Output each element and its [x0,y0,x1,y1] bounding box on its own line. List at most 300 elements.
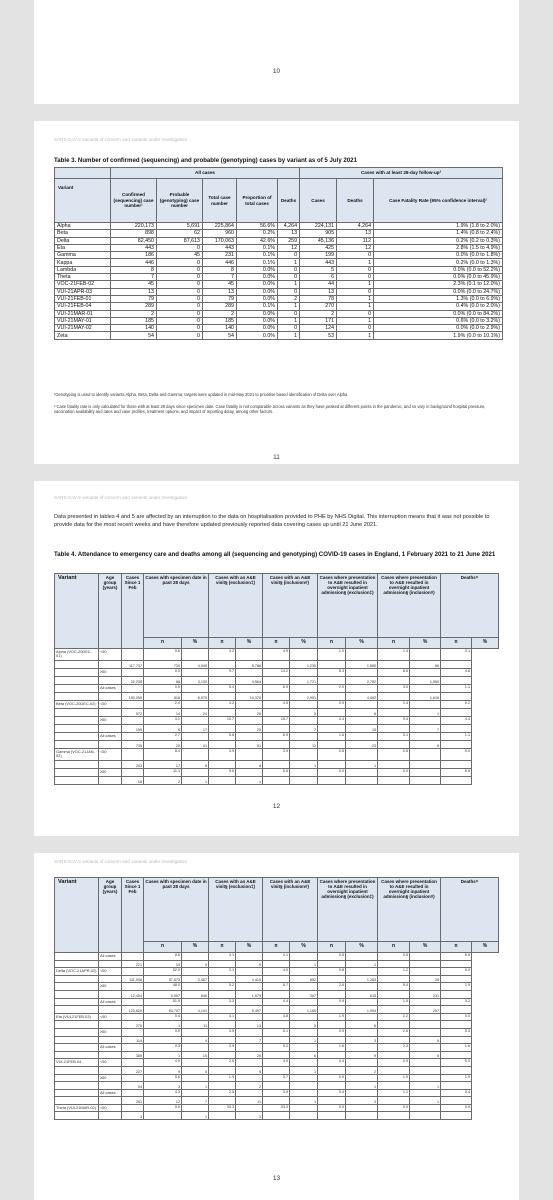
table-cell: 1 [337,317,374,324]
table-cell: 0 [278,288,300,295]
table-cell [144,1006,182,1014]
cell-value: 1,165 [306,1008,317,1013]
table-cell: 0.1% [237,303,278,310]
table-cell: 0 [157,288,203,295]
table-cell [182,708,209,716]
variant-name-cell [55,708,99,716]
table-cell: 2 [203,310,237,317]
table-row [55,1082,499,1090]
table-cell: 185 [203,317,237,324]
table-cell [236,968,263,976]
variant-name-cell: Lambda [55,266,111,273]
cell-value: 1,230 [306,663,317,668]
table-cell [144,724,182,732]
table-cell [263,676,290,684]
table-cell [236,1089,263,1097]
column-header: Total case number [203,179,237,223]
table-cell: 0 [278,274,300,281]
table-cell [236,960,263,968]
table-row [55,975,499,983]
table-cell [290,1044,318,1052]
table-cell [209,740,236,748]
age-group-cell [99,1066,122,1074]
table-cell [209,1074,236,1082]
variant-name-cell [55,1097,99,1105]
cell-value: 0.0 [464,968,471,973]
table-cell [209,716,236,724]
table-cell [236,1104,263,1112]
subheader-percent: % [410,942,441,953]
table-cell [318,953,346,961]
table-cell [290,716,318,724]
table-cell [318,1104,346,1112]
cell-value: 14 [175,711,180,716]
table-cell: 0 [337,252,374,259]
table-cell [378,1036,410,1044]
table-cell [236,1066,263,1074]
table-row [55,660,499,668]
table-cell [378,1112,410,1120]
variant-name-cell: Alpha [55,223,111,230]
table-cell [236,1074,263,1082]
table-cell [410,684,441,692]
table-cell [346,953,378,961]
table-cell [318,1044,346,1052]
table-cell [346,1104,378,1112]
table-cell [236,990,263,998]
variant-name-cell [55,1028,99,1036]
table-cell [144,716,182,724]
cell-value: 51 [256,743,262,748]
table-cell [290,708,318,716]
table-cell [144,1066,182,1074]
column-header: Deaths [337,179,374,223]
cell-value: 3 [177,1084,180,1089]
table-cell [318,716,346,724]
cell-value: 8.7 [282,983,289,988]
subheader-n: n [441,942,472,953]
variant-name-cell: VUI-21MAY-02 [55,325,111,332]
table-cell [182,1082,209,1090]
table-4 [54,573,499,785]
table-cell: 0 [337,310,374,317]
cell-value: 5 [177,727,180,732]
table-cell: 0.4% (0.0 to 2.0%) [374,303,503,310]
cell-value: 0.3 [174,1044,180,1049]
table-cell [236,684,263,692]
table-cell [290,692,318,700]
table-cell [290,953,318,961]
age-group-cell: ≥50 [99,1028,122,1036]
table-cell [290,649,318,661]
table-cell: 199 [300,252,337,259]
table-cell [182,676,209,684]
table-cell: 79 [111,295,157,302]
table-cell [182,1074,209,1082]
column-header-overnight-inclusion: Cases where presentation to A&E resulted in overnight inpatient admission§ (inclusion#) [378,574,441,638]
table-cell [318,1021,346,1029]
table-cell [290,1097,318,1105]
table-cell [182,975,209,983]
table-cell [236,1006,263,1014]
subheader-percent: % [346,942,378,953]
table-cell [346,649,378,661]
table-cell [144,1112,182,1120]
table-cell [182,1112,209,1120]
table-cell [182,960,209,968]
table-row [55,760,499,768]
table-cell: 56.6% [237,223,278,230]
table-cell [318,724,346,732]
table-cell [346,660,378,668]
table-cell [290,660,318,668]
cell-value: 4.8 [464,668,471,673]
subheader-percent: % [290,942,318,953]
variant-name-cell [55,975,99,983]
table-cell [441,1089,472,1097]
table-cell [410,776,441,784]
table-cell [209,760,236,768]
cell-value: 1.6 [464,1044,471,1049]
table-cell [346,1089,378,1097]
table-cell [318,1013,346,1021]
table-cell [378,1051,410,1059]
table-cell [144,1044,182,1052]
table-cell [290,1059,318,1067]
age-group-cell: All cases [99,1044,122,1052]
cell-value: 2.0 [338,684,345,689]
table-cell [122,960,144,968]
cell-value: 9 [258,963,262,968]
page-number: 11 [273,454,280,461]
table-cell [441,968,472,976]
table-cell [290,768,318,776]
table-cell [236,732,263,740]
table-cell [290,732,318,740]
table-cell [209,660,236,668]
cell-value: 0.2 [464,700,471,705]
table-cell: 289 [203,303,237,310]
table-row [55,244,503,251]
table-cell [182,700,209,708]
cell-value: 615 [369,993,377,998]
table-cell: 1.4% (0.8 to 2.4%) [374,230,503,237]
table-cell [410,1013,441,1021]
table-cell [182,668,209,676]
cell-value: 5.2 [282,1044,289,1049]
table-cell [318,676,346,684]
cell-value: 5 [313,711,317,716]
table-cell [318,1036,346,1044]
cell-value: 1.6 [338,1044,345,1049]
cell-value: 57,673 [168,978,180,983]
cell-value: 0.0 [338,768,345,773]
running-header: SARS-CoV-2 variants of concern and variants under investigation [54,859,188,864]
table-cell [410,732,441,740]
cell-value: 1 [436,1084,440,1089]
table-row [55,252,503,259]
variant-name-cell [55,660,99,668]
cell-value: 1,079 [251,993,262,998]
cell-value: 2.4 [174,700,180,705]
cell-value: 0.9 [402,1059,409,1064]
cell-value: 4.2 [228,700,235,705]
table-cell [346,768,378,776]
table-row [55,1074,499,1082]
cell-value: 1,721 [306,679,317,684]
age-group-cell [99,1006,122,1014]
table-cell [410,692,441,700]
table-cell [441,732,472,740]
cell-value: 0.0 [338,1074,345,1079]
table-row [55,1051,499,1059]
cell-value: 6 [373,1023,377,1028]
table-cell [263,740,290,748]
table-cell [182,953,209,961]
cell-value: 307 [309,993,317,998]
cell-value: 7 [204,1099,208,1104]
cell-value: 6 [313,1054,317,1059]
table-cell [236,1036,263,1044]
table-cell [410,768,441,776]
table-cell [263,1021,290,1029]
table-cell [290,1082,318,1090]
age-group-cell: ≥50 [99,1074,122,1082]
document-page-10 [34,0,519,104]
table-cell [263,1089,290,1097]
table-cell [290,668,318,676]
cell-value: 3.9 [282,748,289,753]
table-cell [346,1074,378,1082]
table-row [55,768,499,776]
cell-value: 6.9 [282,732,289,737]
age-group-cell [99,960,122,968]
table-cell [318,1006,346,1014]
cell-value: 4 [204,1039,208,1044]
table-cell: 87,613 [157,237,203,244]
variant-name-cell: VOC-21FEB-02 [55,281,111,288]
variant-name-cell [55,776,99,784]
table-cell [378,1066,410,1074]
age-group-cell: <50 [99,1013,122,1021]
table-3 [54,167,503,340]
table-row [55,716,499,724]
table-cell: 45 [203,281,237,288]
table-row [55,1006,499,1014]
table-cell [346,1013,378,1021]
cell-value: 4.2 [228,649,235,653]
table-cell [122,1021,144,1029]
table-cell [144,975,182,983]
variant-name-cell: VUI-21MAR-01 [55,310,111,317]
variant-name-cell [55,1112,99,1120]
cell-value: 1 [258,1115,262,1120]
variant-name-cell [55,1021,99,1029]
table-cell [236,748,263,760]
table-cell [378,676,410,684]
table-cell [290,983,318,991]
table-cell [182,1051,209,1059]
table-cell [144,1074,182,1082]
table-cell [209,692,236,700]
cell-value: 1.0 [338,649,345,653]
cell-value: 13 [256,1023,262,1028]
cell-value: 2,951 [306,695,317,700]
table-cell [378,968,410,976]
table-row [55,303,503,310]
table-cell [122,760,144,768]
table-cell [290,990,318,998]
table-cell [346,1044,378,1052]
cell-value: 4.0 [282,1059,289,1064]
variant-name-cell [55,1006,99,1014]
table-cell [122,768,144,776]
table-cell [144,676,182,684]
cell-value: 3.9 [228,748,235,753]
table-cell [122,968,144,976]
table-cell: 13 [203,288,237,295]
table-cell [410,676,441,684]
table-cell: 446 [203,259,237,266]
table-cell [144,960,182,968]
cell-value: 1 [313,1069,317,1074]
column-header: Probable (genotyping) case number [157,179,203,223]
table-cell [122,1044,144,1052]
table-cell [441,684,472,692]
table-cell [122,716,144,724]
table-cell [346,960,378,968]
table-row [55,281,503,288]
cell-value: 2.6 [402,1028,409,1033]
cell-value: 6 [436,1054,440,1059]
table-cell [410,708,441,716]
table-cell [378,1097,410,1105]
cell-value: 8.4 [174,748,180,753]
cell-value: 0.0 [464,768,471,773]
table-cell [182,692,209,700]
table-cell [209,684,236,692]
table-cell: 0 [157,259,203,266]
variant-name-cell [55,716,99,724]
table-cell [318,1074,346,1082]
table-cell [209,968,236,976]
variant-name-cell [55,768,99,776]
table-cell [122,748,144,760]
table-cell [290,724,318,732]
table-cell: 79 [203,295,237,302]
cell-value: 4,141 [197,1008,208,1013]
table-cell [263,748,290,760]
table-cell: 53 [300,332,337,339]
cell-value: 1 [436,1099,440,1104]
table-cell: 0 [337,274,374,281]
cell-value: 33.3 [226,1104,235,1109]
table-cell [346,700,378,708]
table-cell [318,708,346,716]
cell-value: 1.9 [402,1074,409,1079]
variant-name-cell [55,1066,99,1074]
table-cell [122,983,144,991]
cell-value: 1 [204,1115,208,1120]
table-cell [346,975,378,983]
table-cell: 4,264 [278,223,300,230]
cell-value: 25 [256,727,262,732]
table-cell [209,1028,236,1036]
table-cell [290,968,318,976]
table-cell [378,740,410,748]
column-header-ae-exclusion: Cases with an A&E visit§ (exclusion‡) [209,878,263,942]
table-cell: 0.1% [237,259,278,266]
column-header-overnight-inclusion: Cases where presentation to A&E resulted in overnight inpatient admission§ (inclusion#) [378,878,441,942]
table-cell [410,1044,441,1052]
cell-value: 4.4 [282,998,289,1003]
cell-value: 0.9 [338,1028,345,1033]
table-3-caption: Table 3. Number of confirmed (sequencing) and probable (genotyping) cases by variant as of 5 July 2021 [54,157,357,164]
table-cell [410,1021,441,1029]
table-cell [182,732,209,740]
table-cell [441,1074,472,1082]
table-cell: 0 [278,325,300,332]
table-cell [441,1044,472,1052]
cell-value: 1.4 [402,649,409,653]
cell-value: 4.9 [282,649,289,653]
table-cell [441,676,472,684]
cell-value: 221 [135,963,142,968]
table-cell: 0 [157,281,203,288]
table-row [55,700,499,708]
cell-value: 0.4 [464,1089,471,1094]
cell-value: 1,283 [366,978,377,983]
cell-value: 227 [135,1069,142,1074]
subheader-percent: % [472,942,499,953]
cell-value: 6.1 [282,1028,289,1033]
table-cell [236,1013,263,1021]
table-cell [318,990,346,998]
subheader-percent: % [472,638,499,649]
table-cell [318,692,346,700]
cell-value: 3 [373,1039,377,1044]
table-cell [122,660,144,668]
table-cell [378,998,410,1006]
table-cell: 446 [111,259,157,266]
table-cell [236,760,263,768]
table-cell [346,1066,378,1074]
cell-value: 15 [202,1054,208,1059]
table-cell [318,960,346,968]
table-row [55,649,499,661]
table-cell: 0 [157,325,203,332]
table-cell [144,660,182,668]
table-cell: 7 [111,274,157,281]
table-row [55,684,499,692]
table-cell [182,1044,209,1052]
table-cell [144,692,182,700]
cell-value: 3.1 [228,968,235,973]
table-cell [378,649,410,661]
column-header-ae-inclusion: Cases with an A&E visit§ (inclusion#) [263,574,318,638]
cell-value: 5,957 [170,993,180,998]
age-group-cell [99,1112,122,1120]
column-header-cases-past-28-days: Cases with specimen date in past 28 days [144,878,209,942]
table-cell [263,968,290,976]
table-row [55,990,499,998]
table-cell [318,968,346,976]
table-cell [209,732,236,740]
table-cell [441,1082,472,1090]
table-cell [263,1112,290,1120]
cell-value: 51.5 [172,998,180,1003]
table-cell [122,1006,144,1014]
